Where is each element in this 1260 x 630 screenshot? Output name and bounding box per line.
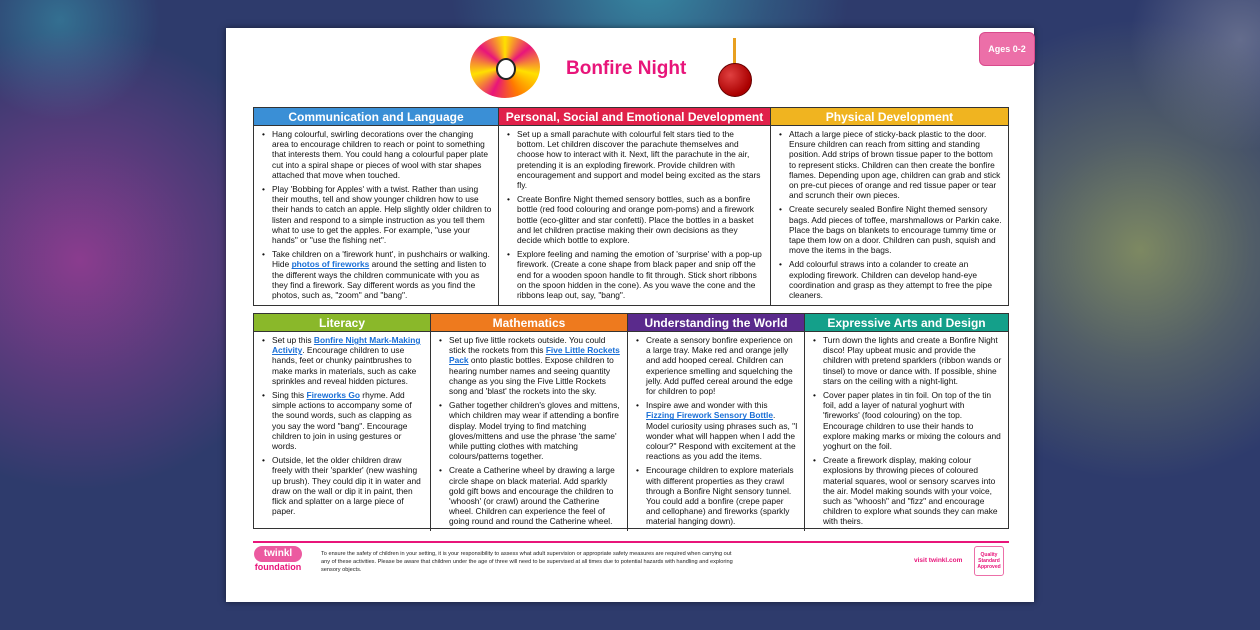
activity-text: Add colourful straws into a colander to create an exploding firework. Children can develop hand-eye coordination and grasp as they attempt to free the pipe cleaners. — [789, 259, 992, 301]
activity-list — [771, 126, 1008, 304]
section-physical-development — [771, 108, 1008, 305]
activity-text: Sing this — [272, 390, 307, 401]
quality-standard-badge: Quality Standard Approved — [974, 546, 1004, 576]
activity-text: . Model curiosity using phrases such as, "I wonder what will happen when I add the colour?" Respond with excitement at the reactions as you add the items. — [646, 410, 798, 462]
activity-item — [811, 455, 1002, 526]
visit-twinkl-link[interactable]: visit twinkl.com — [914, 557, 963, 564]
activity-item — [777, 259, 1002, 300]
activity-text: Create a firework display, making colour explosions by throwing pieces of coloured material squares, wool or sensory scarves into the air. Model making sounds with your voice, such as "whoosh" and "fizz" and encourage children to explore what sounds they can make with theirs. — [823, 455, 998, 527]
activity-item — [634, 335, 798, 396]
section-header: Mathematics — [431, 314, 627, 332]
section-header: Communication and Language — [254, 108, 498, 126]
logo-top-text: twinkl — [254, 546, 302, 562]
activity-item — [260, 129, 492, 180]
activity-item — [260, 455, 424, 516]
activity-text: Set up a small parachute with colourful felt stars tied to the bottom. Let children discover the parachute themselves and choose how to interact with it. Next, lift the parachute in the air, pretending it is an exploding firework. Provide children with encouragement and support and model being excited as the stars fly. — [517, 129, 761, 191]
activity-text: Create Bonfire Night themed sensory bottles, such as a bonfire bottle (red food colouring and orange pom-poms) and a firework bottle (eco-glitter and star confetti). Place the bottles in a basket and let children practise making their own decisions as they decide which bottle to explore. — [517, 194, 754, 246]
catherine-wheel-icon — [470, 36, 540, 98]
section-mathematics — [431, 314, 628, 531]
activity-text: Cover paper plates in tin foil. On top of the tin foil, add a layer of natural yoghurt with 'fireworks' (food colouring) on the top. Encourage children to use their hands to explore making marks or mixing the colours and yoghurt on the foil. — [823, 390, 1001, 452]
activity-item — [811, 335, 1002, 386]
activity-item — [505, 249, 764, 300]
age-badge: Ages 0-2 — [979, 32, 1035, 66]
activity-list — [431, 332, 627, 531]
activity-text: Hang colourful, swirling decorations over the changing area to encourage children to reach or point to something that interests them. You could hang a colourful paper plate cut into a spiral shape or pieces of wool with star shapes attached that move when touched. — [272, 129, 489, 180]
resource-link[interactable]: Five Little Rockets Pack — [449, 345, 620, 366]
top-sections-table — [253, 107, 1009, 306]
activity-text: Create a Catherine wheel by drawing a large circle shape on black material. Add sparkly gold gift bows and encourage the children to 'whoosh' (or crawl) around the Catherine wheel. Children can experience the feel of going round and round the Catherine wheel. — [449, 465, 615, 527]
resource-link[interactable]: Fireworks Go — [306, 390, 360, 401]
toffee-apple-stick-icon — [733, 38, 736, 64]
activity-text: Gather together children's gloves and mittens, which children may wear if attending a bonfire display. Model trying to find matching gloves/mittens and use the phrase 'the same' while putting clothes with matching colours/patterns together. — [449, 400, 620, 462]
activity-item — [437, 400, 621, 461]
page-title: Bonfire Night — [566, 58, 687, 79]
section-header: Expressive Arts and Design — [805, 314, 1008, 332]
activity-item — [777, 204, 1002, 255]
section-understanding-the-world — [628, 314, 805, 531]
twinkl-foundation-logo[interactable] — [254, 546, 302, 576]
activity-sheet — [226, 28, 1034, 602]
bottom-sections-table — [253, 313, 1009, 529]
activity-text: Encourage children to explore materials with different properties as they crawl through a Bonfire Night sensory tunnel. You could add a bonfire (crepe paper and cellophane) and fireworks (sparkly material hanging down). — [646, 465, 794, 527]
toffee-apple-icon — [718, 63, 752, 97]
activity-item — [437, 465, 621, 526]
section-literacy — [254, 314, 431, 531]
activity-item — [260, 335, 424, 386]
section-personal-social-and-emotional-development — [499, 108, 771, 305]
section-header: Literacy — [254, 314, 430, 332]
section-expressive-arts-and-design — [805, 314, 1008, 531]
logo-bottom-text: foundation — [254, 562, 302, 572]
activity-text: Inspire awe and wonder with this — [646, 400, 768, 411]
activity-text: Attach a large piece of sticky-back plastic to the door. Ensure children can reach from sitting and standing position. Add strips of brown tissue paper to the bottom to represent sticks. Children can then create the bonfire flames. Depending upon age, children can grab and stick on pre-cut pieces of orange and red tissue paper or tear and scrunch their own pieces. — [789, 129, 1001, 201]
activity-text: rhyme. Add simple actions to accompany some of the sound words, such as clapping as you say the word "bang". Encourage children to join in using gestures or words. — [272, 390, 412, 452]
activity-text: around the setting and listen to the different ways the children communicate with you as they find a firework. Say different words as you find the photos, such as, "zoom" and "bang". — [272, 259, 487, 301]
section-header: Understanding the World — [628, 314, 804, 332]
activity-item — [811, 390, 1002, 451]
activity-text: Outside, let the older children draw freely with their 'sparkler' (new washing up brush). They could dip it in water and draw on the wall or dip it in paint, then flick and splatter on a large piece of paper. — [272, 455, 421, 517]
activity-list — [499, 126, 770, 304]
safety-disclaimer: To ensure the safety of children in your setting, it is your responsibility to assess what adult supervision or appropriate safety measures are required when carrying out any of these activities. Please be aware that children under the age of three will need to be supervised at all times due to potential hazards with handling and exploring sensory objects. — [321, 551, 733, 573]
activity-list — [254, 332, 430, 520]
activity-item — [437, 335, 621, 396]
section-header: Physical Development — [771, 108, 1008, 126]
activity-item — [777, 129, 1002, 200]
activity-text: . Encourage children to use hands, feet or chunky paintbrushes to make marks in materials, such as cake sprinkles and reveal hidden pictures. — [272, 345, 417, 386]
activity-text: Create securely sealed Bonfire Night themed sensory bags. Add pieces of toffee, marshmallows or Parkin cake. Place the bags on blankets to encourage tummy time or tape them low on a door. Children can push, squish and move the items in the bags. — [789, 204, 1002, 256]
activity-text: onto plastic bottles. Expose children to hearing number names and seeing quantity change as you sing the Five Little Rockets song and 'blast' the rockets into the sky. — [449, 355, 614, 397]
activity-text: Turn down the lights and create a Bonfire Night disco! Play upbeat music and provide the children with pretend sparklers (ribbon wands or tinsel) to move or dance with. If possible, shine stars on the ceiling with a night-light. — [823, 335, 1002, 386]
activity-text: Play 'Bobbing for Apples' with a twist. Rather than using their mouths, tell and show younger children how to use their hands to catch an apple. Help slightly older children to listen and respond to a simple instruction as you tell them what to use to get the apples. For example, "use your hands" or "use the fishing net". — [272, 184, 492, 246]
activity-item — [260, 390, 424, 451]
activity-item — [634, 400, 798, 461]
resource-link[interactable]: photos of fireworks — [291, 259, 370, 270]
section-header: Personal, Social and Emotional Development — [499, 108, 770, 126]
footer-divider — [253, 541, 1009, 543]
activity-text: Explore feeling and naming the emotion of 'surprise' with a pop-up firework. (Create a cone shape from black paper and snip off the end for a wooden spoon handle to fit through. Stick short ribbons on the spoon hidden in the cone). As you wave the cone and the ribbons leap out, say, "bang". — [517, 249, 762, 301]
activity-item — [634, 465, 798, 526]
activity-item — [260, 184, 492, 245]
activity-list — [254, 126, 498, 304]
resource-link[interactable]: Bonfire Night Mark-Making Activity — [272, 335, 421, 356]
activity-text: Set up five little rockets outside. You could stick the rockets from this — [449, 335, 606, 356]
activity-list — [628, 332, 804, 531]
activity-item — [505, 194, 764, 245]
section-communication-and-language — [254, 108, 499, 305]
activity-text: Create a sensory bonfire experience on a large tray. Make red and orange jelly and add hooped cereal. Children can experience smelling and squelching the jelly. Add puffed cereal around the edge for children to pop! — [646, 335, 793, 397]
activity-item — [260, 249, 492, 300]
resource-link[interactable]: Fizzing Firework Sensory Bottle — [646, 410, 774, 421]
activity-item — [505, 129, 764, 190]
activity-text: Take children on a 'firework hunt', in pushchairs or walking. Hide — [272, 249, 490, 270]
activity-list — [805, 332, 1008, 531]
activity-text: Set up this — [272, 335, 314, 345]
